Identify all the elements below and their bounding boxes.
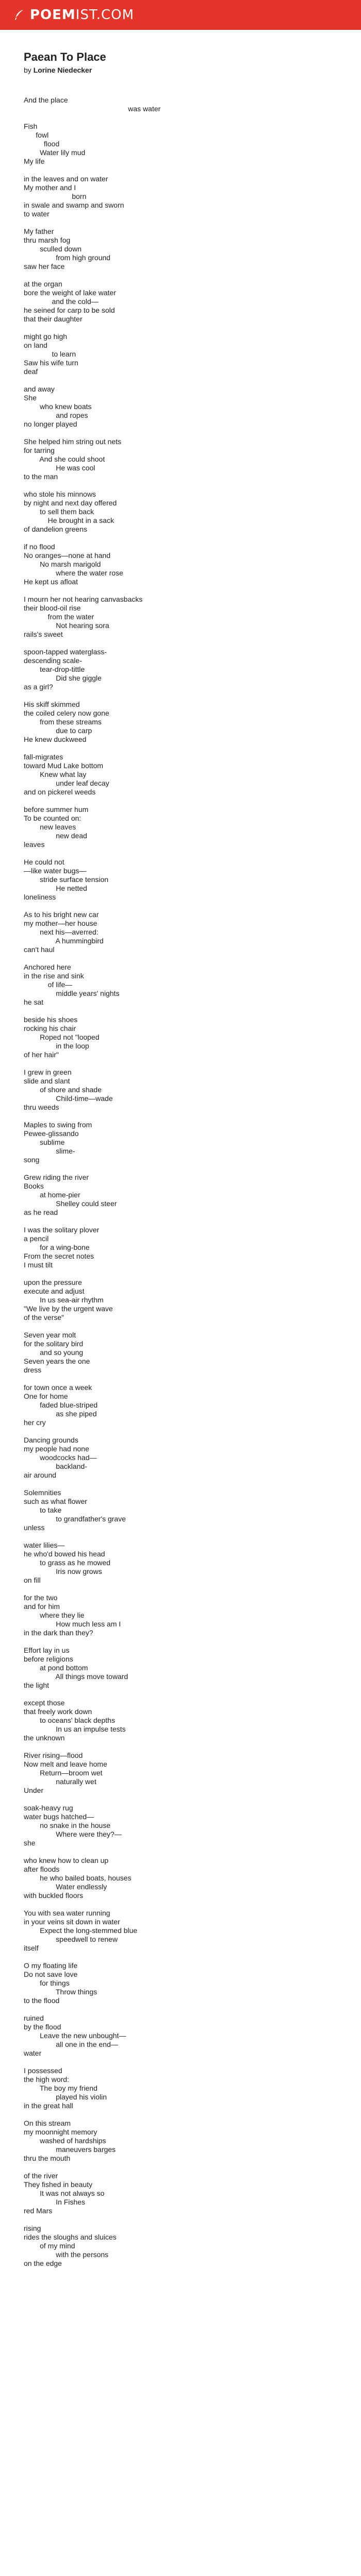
poem-line: Dancing grounds xyxy=(24,1436,78,1444)
stanza xyxy=(24,437,337,481)
poem-line: as a girl? xyxy=(24,683,53,691)
poem-line: bore the weight of lake water xyxy=(24,289,116,297)
poem-line: Saw his wife turn xyxy=(24,359,78,367)
poem-line: To be counted on: xyxy=(24,814,81,822)
poem-line: the unknown xyxy=(24,1734,65,1742)
poem-line: Not hearing sora xyxy=(24,621,109,630)
poem-line: for the two xyxy=(24,1594,58,1602)
poem-line: as she piped xyxy=(24,1410,97,1418)
poem-line: in swale and swamp and sworn xyxy=(24,201,124,209)
poem-line: execute and adjust xyxy=(24,1287,85,1295)
poem-line: can't haul xyxy=(24,945,55,954)
poem-line: fowl xyxy=(24,131,49,139)
poem-line: in your veins sit down in water xyxy=(24,1918,120,1926)
poem-line: to water xyxy=(24,210,50,218)
poem-line: tear-drop-tittle xyxy=(24,665,85,673)
poem-line: Child-time—wade xyxy=(24,1094,113,1103)
poem-line: stride surface tension xyxy=(24,875,109,884)
poem-line: in the loop xyxy=(24,1042,89,1050)
poem-line: from these streams xyxy=(24,718,102,726)
stanza xyxy=(24,1121,337,1164)
poem-line: new leaves xyxy=(24,823,76,831)
poem-line: and away xyxy=(24,385,55,393)
quill-icon xyxy=(12,8,26,22)
poem-line: From the secret notes xyxy=(24,1252,94,1260)
stanza xyxy=(24,2172,337,2215)
stanza xyxy=(24,2224,337,2268)
byline-prefix: by xyxy=(24,66,31,74)
poem-line: red Mars xyxy=(24,2207,53,2215)
poem-line: my moonnight memory xyxy=(24,2128,97,2136)
stanza xyxy=(24,2014,337,2058)
poem-line: before summer hum xyxy=(24,805,89,814)
poem-line: My father xyxy=(24,227,54,235)
poem-line: water xyxy=(24,2049,42,2057)
poem-line: Pewee-glissando xyxy=(24,1129,79,1138)
poem-line: flood xyxy=(24,140,60,148)
poem-line: Return—broom wet xyxy=(24,1769,103,1777)
poem-line: on the edge xyxy=(24,2259,62,2267)
poem-line: He knew duckweed xyxy=(24,735,87,743)
poem-line: Grew riding the river xyxy=(24,1173,89,1181)
poem-line: from high ground xyxy=(24,253,111,262)
poem-line: ruined xyxy=(24,2014,44,2022)
poem-line: woodcocks had— xyxy=(24,1453,97,1462)
poem-line: washed of hardships xyxy=(24,2137,106,2145)
poem-line: River rising—flood xyxy=(24,1751,83,1759)
poem-byline xyxy=(24,66,337,74)
poem-line: How much less am I xyxy=(24,1620,121,1628)
poem-line: at pond bottom xyxy=(24,1664,88,1672)
poem-line: Now melt and leave home xyxy=(24,1760,107,1768)
stanza xyxy=(24,1541,337,1585)
poem-line: Where were they?— xyxy=(24,1830,122,1838)
poem-line: for town once a week xyxy=(24,1383,92,1392)
poem-line: he sat xyxy=(24,998,44,1006)
poem-line: backland- xyxy=(24,1462,87,1470)
poem-line: On this stream xyxy=(24,2119,71,2127)
poem-line: He kept us afloat xyxy=(24,578,78,586)
poem-line: beside his shoes xyxy=(24,1015,78,1024)
poem-line: he seined for carp to be sold xyxy=(24,306,115,314)
poem-line: soak-heavy rug xyxy=(24,1804,73,1812)
poem-line: a pencil xyxy=(24,1234,49,1243)
poem-line: spoon-tapped waterglass- xyxy=(24,648,107,656)
poem-line: faded blue-striped xyxy=(24,1401,98,1409)
stanza xyxy=(24,805,337,849)
poem-line: saw her face xyxy=(24,262,65,270)
stanza xyxy=(24,1173,337,1217)
poem-line: air around xyxy=(24,1471,57,1479)
poem-line: maneuvers barges xyxy=(24,2145,116,2154)
poem-line: leaves xyxy=(24,840,45,849)
poem-line: Do not save love xyxy=(24,1970,78,1978)
poem-line: Seven year molt xyxy=(24,1331,76,1339)
poem-line: rocking his chair xyxy=(24,1024,76,1032)
site-logo-text: POEMIST.COM xyxy=(30,7,135,23)
poem-line: They fished in beauty xyxy=(24,2180,93,2189)
poem-line: unless xyxy=(24,1523,45,1532)
poem-line: Leave the new unbought— xyxy=(24,2031,126,2040)
poem-line: for a wing-bone xyxy=(24,1243,90,1251)
stanza xyxy=(24,332,337,376)
poem-line: loneliness xyxy=(24,893,56,901)
poem-line: deaf xyxy=(24,367,38,376)
poem-line: I mourn her not hearing canvasbacks xyxy=(24,595,143,603)
stanza xyxy=(24,700,337,744)
poem-line: where they lie xyxy=(24,1611,85,1619)
poem-line: who stole his minnows xyxy=(24,490,96,498)
stanza xyxy=(24,648,337,691)
stanza xyxy=(24,1751,337,1795)
poem-line: water bugs hatched— xyxy=(24,1812,94,1821)
stanza xyxy=(24,1068,337,1112)
poem-line: itself xyxy=(24,1944,39,1952)
poem-line: such as what flower xyxy=(24,1497,87,1505)
poem-line: In us an impulse tests xyxy=(24,1725,126,1733)
poem-line: As to his bright new car xyxy=(24,910,99,919)
poem-line: My life xyxy=(24,157,45,165)
poem-line: their blood-oil rise xyxy=(24,604,81,612)
poem-line: The boy my friend xyxy=(24,2084,97,2092)
poem-line: before religions xyxy=(24,1655,73,1663)
poem-line: my mother—her house xyxy=(24,919,97,927)
poem-line: Water endlessly xyxy=(24,1883,107,1891)
poem-line: Maples to swing from xyxy=(24,1121,92,1129)
poem-line: He brought in a sack xyxy=(24,516,114,524)
poem-line: next his—averred: xyxy=(24,928,99,936)
poem-line: under leaf decay xyxy=(24,779,109,787)
poem-line: after floods xyxy=(24,1865,60,1873)
poem-line: rides the sloughs and sluices xyxy=(24,2233,117,2241)
stanza xyxy=(24,1646,337,1690)
poem-line: by night and next day offered xyxy=(24,499,117,507)
poem-line: for tarring xyxy=(24,446,55,454)
poem-line: and the cold— xyxy=(24,297,99,306)
poem-body xyxy=(24,96,337,2268)
poem-line: Anchored here xyxy=(24,963,71,971)
poem-line: the high word: xyxy=(24,2075,69,2083)
stanza xyxy=(24,490,337,534)
stanza xyxy=(24,858,337,902)
poem-line: was water xyxy=(24,105,161,113)
poem-line: water lilies— xyxy=(24,1541,65,1549)
stanza xyxy=(24,1436,337,1480)
poem-line: Water lily mud xyxy=(24,148,86,157)
poem-line: from the water xyxy=(24,613,94,621)
poem-line: might go high xyxy=(24,332,68,341)
poem-line: He netted xyxy=(24,884,87,892)
stanza xyxy=(24,2119,337,2163)
poem-line: of my mind xyxy=(24,2242,75,2250)
stanza xyxy=(24,1699,337,1742)
poem-line: played his violin xyxy=(24,2093,107,2101)
poem-line: and so young xyxy=(24,1348,84,1357)
poem-line: for the solitary bird xyxy=(24,1340,84,1348)
poem-line: thru the mouth xyxy=(24,2154,71,2162)
poem-line: the coiled celery now gone xyxy=(24,709,109,717)
poem-line: and for him xyxy=(24,1602,60,1611)
poem-line: rising xyxy=(24,2224,41,2232)
poem-line: No oranges—none at hand xyxy=(24,551,111,560)
poem-line: You with sea water running xyxy=(24,1909,110,1917)
stanza xyxy=(24,175,337,218)
poem-line: slide and slant xyxy=(24,1077,70,1085)
poem-line: Throw things xyxy=(24,1988,97,1996)
poem-line: she xyxy=(24,1839,36,1847)
poem-line: who knew how to clean up xyxy=(24,1856,109,1865)
poem-line: And the place xyxy=(24,96,68,104)
poem-line: to sell them back xyxy=(24,507,94,516)
poem-line: and on pickerel weeds xyxy=(24,788,96,796)
poem-line: middle years' nights xyxy=(24,989,120,997)
stanza xyxy=(24,963,337,1007)
poem-line: in the leaves and on water xyxy=(24,175,108,183)
stanza xyxy=(24,910,337,954)
stanza xyxy=(24,1331,337,1375)
poem-line: One for home xyxy=(24,1392,68,1400)
poem-line: in the dark than they? xyxy=(24,1629,93,1637)
stanza xyxy=(24,96,337,113)
poem-line: with buckled floors xyxy=(24,1891,84,1900)
poem-line: In us sea-air rhythm xyxy=(24,1296,104,1304)
stanza xyxy=(24,227,337,271)
poem-line: of the river xyxy=(24,2172,58,2180)
poem-line: with the persons xyxy=(24,2250,109,2259)
poem-line: he who'd bowed his head xyxy=(24,1550,105,1558)
poem-line: as he read xyxy=(24,1208,58,1216)
poem-line: rails's sweet xyxy=(24,630,63,638)
poem-line: I grew in green xyxy=(24,1068,72,1076)
stanza xyxy=(24,1961,337,2005)
poem-line: Roped not "looped xyxy=(24,1033,100,1041)
poem-line: "We live by the urgent wave xyxy=(24,1304,113,1313)
poem-line: And she could shoot xyxy=(24,455,105,463)
poem-line: he who bailed boats, houses xyxy=(24,1874,132,1882)
poem-line: Effort lay in us xyxy=(24,1646,70,1654)
poem-line: at the organ xyxy=(24,280,62,288)
stanza xyxy=(24,543,337,586)
poem-line: to grandfather's grave xyxy=(24,1515,126,1523)
stanza xyxy=(24,385,337,429)
poem-line: Expect the long-stemmed blue xyxy=(24,1926,138,1935)
poem-line: Fish xyxy=(24,122,38,130)
poem-line: to learn xyxy=(24,350,76,358)
poem-line: upon the pressure xyxy=(24,1278,82,1286)
poem-line: of life— xyxy=(24,980,73,989)
poem-line: She xyxy=(24,394,37,402)
poem-line: to grass as he mowed xyxy=(24,1558,111,1567)
poem-line: O my floating life xyxy=(24,1961,78,1970)
poem-line: of shore and shade xyxy=(24,1086,102,1094)
poem-line: new dead xyxy=(24,832,87,840)
site-header xyxy=(0,0,361,30)
poem-line: naturally wet xyxy=(24,1777,96,1786)
poem-line: that their daughter xyxy=(24,315,83,323)
poem-line: Iris now grows xyxy=(24,1567,102,1575)
poem-line: in the rise and sink xyxy=(24,972,84,980)
poem-line: In Fishes xyxy=(24,2198,86,2206)
poem-line: except those xyxy=(24,1699,65,1707)
stanza xyxy=(24,1909,337,1953)
poem-line: A hummingbird xyxy=(24,937,104,945)
poem-line: My mother and I xyxy=(24,183,76,192)
poem-line: where the water rose xyxy=(24,569,123,577)
poem-line: by the flood xyxy=(24,2023,61,2031)
poem-line: —like water bugs— xyxy=(24,867,87,875)
poem-line: thru weeds xyxy=(24,1103,59,1111)
poem-line: on fill xyxy=(24,1576,41,1584)
poem-line: All things move toward xyxy=(24,1672,128,1681)
stanza xyxy=(24,1594,337,1637)
poem-line: if no flood xyxy=(24,543,55,551)
poem-line: descending scale- xyxy=(24,656,82,665)
poem-line: of the verse" xyxy=(24,1313,64,1321)
poem-content xyxy=(0,30,361,2268)
poem-line: I must tilt xyxy=(24,1261,53,1269)
stanza xyxy=(24,280,337,324)
stanza xyxy=(24,1226,337,1269)
stanza xyxy=(24,2066,337,2110)
stanza xyxy=(24,753,337,796)
poem-line: Under xyxy=(24,1786,44,1794)
poem-line: thru marsh fog xyxy=(24,236,71,244)
poem-line: of dandelion greens xyxy=(24,525,87,533)
poem-line: her cry xyxy=(24,1418,46,1427)
poem-line: of her hair" xyxy=(24,1050,59,1059)
poem-line: I was the solitary plover xyxy=(24,1226,100,1234)
poem-line: Did she giggle xyxy=(24,674,102,682)
stanza xyxy=(24,1804,337,1848)
author-link[interactable]: Lorine Niedecker xyxy=(33,66,92,74)
stanza xyxy=(24,1856,337,1900)
poem-line: No marsh marigold xyxy=(24,560,101,568)
poem-line: Seven years the one xyxy=(24,1357,90,1365)
poem-line: no longer played xyxy=(24,420,77,428)
poem-line: on land xyxy=(24,341,47,349)
poem-line: and ropes xyxy=(24,411,88,419)
poem-line: due to carp xyxy=(24,726,92,735)
poem-line: to the man xyxy=(24,472,58,481)
poem-line: He could not xyxy=(24,858,64,866)
poem-line: to oceans' black depths xyxy=(24,1716,115,1724)
poem-line: I possessed xyxy=(24,2066,62,2075)
poem-line: at home-pier xyxy=(24,1191,80,1199)
poem-line: to take xyxy=(24,1506,62,1514)
stanza xyxy=(24,122,337,166)
poem-line: Shelley could steer xyxy=(24,1199,117,1208)
poem-line: speedwell to renew xyxy=(24,1935,118,1943)
stanza xyxy=(24,595,337,639)
poem-line: sculled down xyxy=(24,245,82,253)
stanza xyxy=(24,1278,337,1322)
poem-line: It was not always so xyxy=(24,2189,105,2197)
stanza xyxy=(24,1383,337,1427)
site-logo[interactable] xyxy=(12,7,134,23)
poem-line: fall-migrates xyxy=(24,753,63,761)
poem-line: toward Mud Lake bottom xyxy=(24,761,104,770)
poem-title: Paean To Place xyxy=(24,50,106,63)
poem-line: His skiff skimmed xyxy=(24,700,80,708)
poem-line: to the flood xyxy=(24,1996,60,2005)
poem-line: my people had none xyxy=(24,1445,89,1453)
poem-line: He was cool xyxy=(24,464,95,472)
poem-line: for things xyxy=(24,1979,70,1987)
poem-line: Knew what lay xyxy=(24,770,87,778)
poem-line: song xyxy=(24,1156,40,1164)
poem-line: who knew boats xyxy=(24,402,92,411)
stanza xyxy=(24,1015,337,1059)
poem-line: born xyxy=(24,192,87,200)
poem-line: sublime xyxy=(24,1138,65,1146)
poem-line: no snake in the house xyxy=(24,1821,111,1829)
poem-line: Books xyxy=(24,1182,44,1190)
poem-line: She helped him string out nets xyxy=(24,437,122,446)
poem-line: that freely work down xyxy=(24,1707,92,1716)
poem-line: the light xyxy=(24,1681,50,1689)
poem-line: dress xyxy=(24,1366,42,1374)
poem-line: slime- xyxy=(24,1147,75,1155)
poem-line: Solemnities xyxy=(24,1488,61,1497)
poem-line: in the great hall xyxy=(24,2102,73,2110)
poem-line: all one in the end— xyxy=(24,2040,118,2048)
stanza xyxy=(24,1488,337,1532)
